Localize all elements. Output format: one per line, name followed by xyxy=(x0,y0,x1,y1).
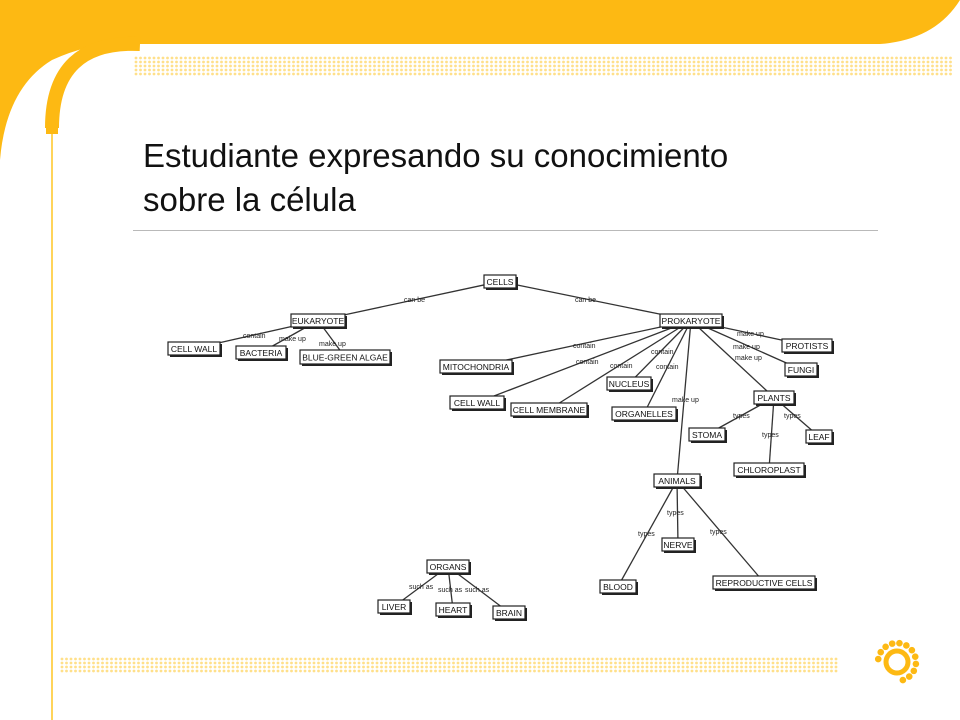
node-label: STOMA xyxy=(691,430,723,440)
link-label: such as xyxy=(409,584,434,591)
node-label: PROKARYOTE xyxy=(661,316,721,326)
link-label: contain xyxy=(576,359,599,366)
node-brain xyxy=(493,606,527,621)
link-label: contain xyxy=(243,333,266,340)
node-label: BLOOD xyxy=(603,582,633,592)
link-prokaryote-mitochondria xyxy=(506,327,660,360)
link-eukaryote-bluegreen xyxy=(319,327,346,350)
node-organelles xyxy=(612,407,678,422)
node-label: ANIMALS xyxy=(658,476,696,486)
node-mitochondria xyxy=(440,360,514,375)
node-cell-wall-p xyxy=(450,396,506,411)
link-animals-blood xyxy=(622,487,674,580)
slide-title-line-2: sobre la célula xyxy=(143,181,356,218)
link-label: types xyxy=(733,413,750,420)
node-label: BLUE-GREEN ALGAE xyxy=(302,352,388,363)
node-nucleus xyxy=(607,377,653,392)
link-label: contain xyxy=(573,343,596,350)
node-label: CELL WALL xyxy=(453,398,501,408)
node-animals xyxy=(654,474,702,489)
link-plants-stoma xyxy=(719,404,762,428)
link-organs-heart xyxy=(438,573,463,603)
node-stoma xyxy=(689,428,727,443)
link-prokaryote-organelles xyxy=(647,327,687,407)
node-nerve xyxy=(662,538,696,553)
node-label: LIVER xyxy=(381,602,407,612)
link-cells-eukaryote xyxy=(345,285,484,315)
link-label: types xyxy=(762,432,779,439)
link-plants-chloroplast xyxy=(762,404,779,463)
link-label: can be xyxy=(575,297,597,304)
link-label: such as xyxy=(465,587,490,594)
node-label: FUNGI xyxy=(787,365,815,375)
node-label: ORGANS xyxy=(429,562,467,572)
node-bacteria xyxy=(236,346,288,361)
link-cells-prokaryote xyxy=(516,285,660,314)
link-animals-repro xyxy=(683,487,759,576)
node-eukaryote xyxy=(291,314,347,329)
link-label: types xyxy=(638,531,655,538)
node-label: CELL WALL xyxy=(170,344,218,354)
link-organs-brain xyxy=(457,573,501,606)
node-leaf xyxy=(806,430,834,445)
node-label: CHLOROPLAST xyxy=(737,465,801,475)
node-chloroplast xyxy=(734,463,806,478)
node-label: EUKARYOTE xyxy=(291,316,345,326)
node-cell-wall-e xyxy=(168,342,222,357)
node-label: BACTERIA xyxy=(239,348,283,358)
link-label: types xyxy=(710,529,727,536)
node-label: ORGANELLES xyxy=(615,409,673,419)
link-plants-leaf xyxy=(782,404,812,430)
node-label: BRAIN xyxy=(496,608,522,618)
link-label: types xyxy=(784,413,801,420)
link-label: contain xyxy=(656,364,679,371)
link-label: make up xyxy=(319,341,346,348)
node-label: NERVE xyxy=(663,540,693,550)
node-label: PROTISTS xyxy=(785,341,829,351)
node-liver xyxy=(378,600,412,615)
link-label: make up xyxy=(279,336,306,343)
node-organs xyxy=(427,560,471,575)
node-plants xyxy=(754,391,796,406)
node-cells xyxy=(484,275,518,290)
node-blood xyxy=(600,580,638,595)
link-label: contain xyxy=(610,363,633,370)
node-label: HEART xyxy=(438,605,468,615)
node-label: NUCLEUS xyxy=(608,379,650,389)
node-fungi xyxy=(785,363,819,378)
node-protists xyxy=(782,339,834,354)
link-label: contain xyxy=(651,349,674,356)
link-label: types xyxy=(667,510,684,517)
node-prokaryote xyxy=(660,314,724,329)
node-repro xyxy=(713,576,817,591)
slide-title-line-1: Estudiante expresando su conocimiento xyxy=(143,137,729,174)
link-label: make up xyxy=(735,355,762,362)
node-label: LEAF xyxy=(808,432,830,442)
node-heart xyxy=(436,603,472,618)
node-label: CELL MEMBRANE xyxy=(512,405,586,415)
link-label: can be xyxy=(404,297,426,304)
link-label: make up xyxy=(733,344,760,351)
node-cell-membrane xyxy=(511,403,589,418)
node-label: MITOCHONDRIA xyxy=(442,362,510,372)
node-label: PLANTS xyxy=(757,393,791,403)
link-label: make up xyxy=(672,397,699,404)
link-label: make up xyxy=(737,331,764,338)
link-label: such as xyxy=(438,587,463,594)
node-bluegreen xyxy=(300,350,392,366)
node-label: CELLS xyxy=(486,277,514,287)
link-organs-liver xyxy=(403,573,439,600)
node-label: REPRODUCTIVE CELLS xyxy=(715,578,813,588)
